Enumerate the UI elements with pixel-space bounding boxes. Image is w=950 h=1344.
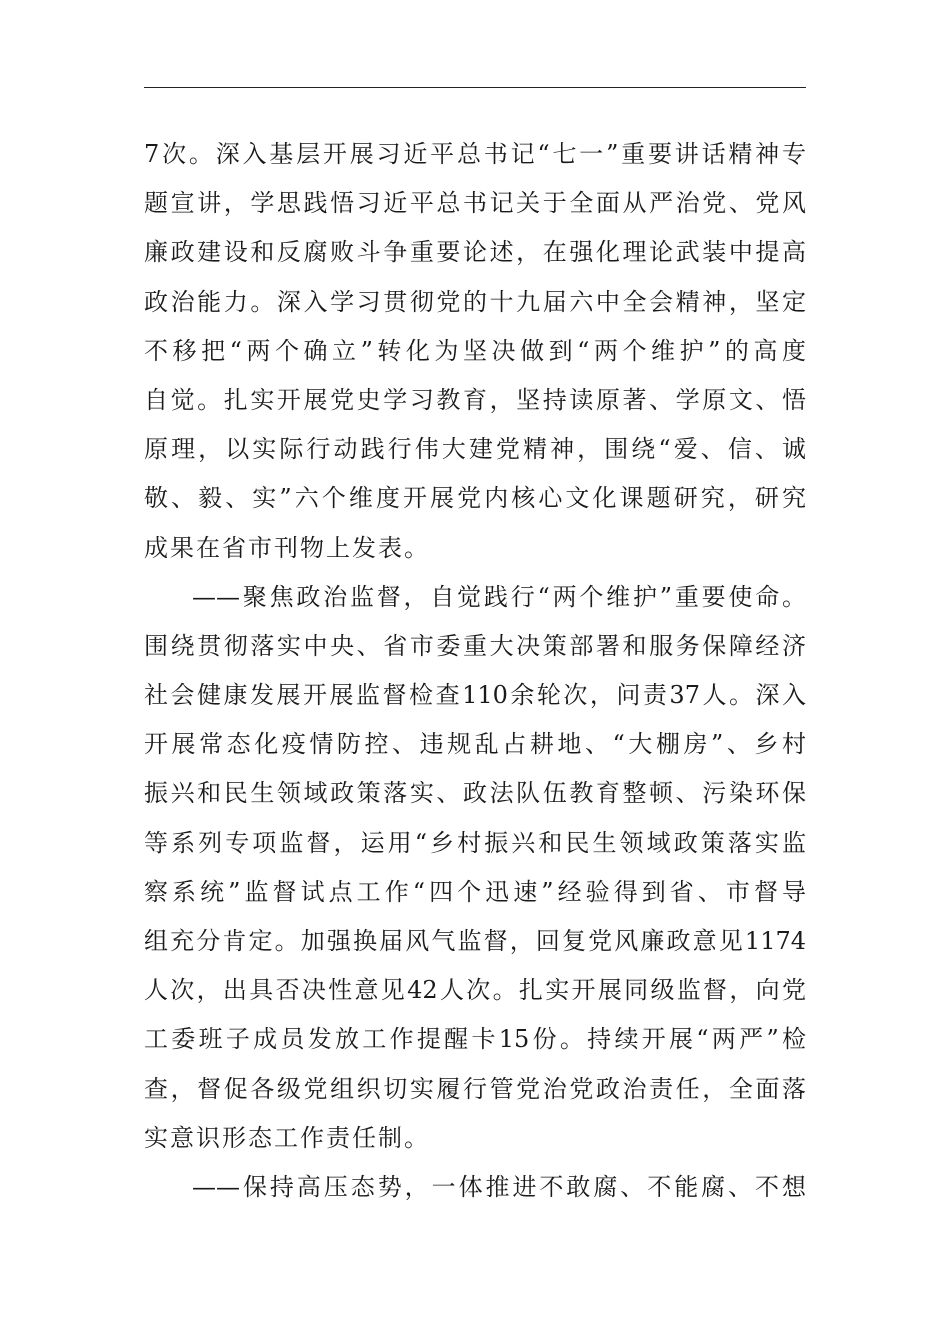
text-line: 敬、毅、实”六个维度开展党内核心文化课题研究，研究 [144, 484, 806, 513]
text-line: 社会健康发展开展监督检查110余轮次，问责37人。深入 [144, 681, 806, 710]
text-line: 成果在省市刊物上发表。 [144, 533, 430, 562]
text-line: 廉政建设和反腐败斗争重要论述，在强化理论武装中提高 [144, 238, 806, 267]
text-line: 察系统”监督试点工作“四个迅速”经验得到省、市督导 [144, 877, 806, 906]
text-line: 实意识形态工作责任制。 [144, 1123, 430, 1152]
text-line: 不移把“两个确立”转化为坚决做到“两个维护”的高度 [144, 336, 806, 365]
text-line: 组充分肯定。加强换届风气监督，回复党风廉政意见1174 [144, 927, 806, 955]
text-line: 等系列专项监督，运用“乡村振兴和民生领域政策落实监 [144, 828, 806, 857]
text-line: 查，督促各级党组织切实履行管党治党政治责任，全面落 [144, 1074, 806, 1103]
header-rule [144, 87, 806, 88]
section-heading-line: ——聚焦政治监督，自觉践行“两个维护”重要使命。 [192, 582, 806, 611]
text-line: 围绕贯彻落实中央、省市委重大决策部署和服务保障经济 [144, 631, 806, 660]
text-line: 振兴和民生领域政策落实、政法队伍教育整顿、污染环保 [144, 779, 806, 808]
text-line: 题宣讲，学思践悟习近平总书记关于全面从严治党、党风 [144, 189, 806, 218]
text-line: 7次。深入基层开展习近平总书记“七一”重要讲话精神专 [144, 140, 806, 168]
section-heading-line: ——保持高压态势，一体推进不敢腐、不能腐、不想 [192, 1172, 806, 1201]
text-line: 政治能力。深入学习贯彻党的十九届六中全会精神，坚定 [144, 287, 806, 316]
text-line: 原理，以实际行动践行伟大建党精神，围绕“爱、信、诚 [144, 435, 806, 464]
body-text [144, 130, 806, 1212]
text-line: 人次，出具否决性意见42人次。扎实开展同级监督，向党 [144, 976, 806, 1005]
text-line: 自觉。扎实开展党史学习教育，坚持读原著、学原文、悟 [144, 385, 806, 414]
text-line: 工委班子成员发放工作提醒卡15份。持续开展“两严”检 [144, 1025, 806, 1054]
text-line: 开展常态化疫情防控、违规乱占耕地、“大棚房”、乡村 [144, 730, 806, 759]
